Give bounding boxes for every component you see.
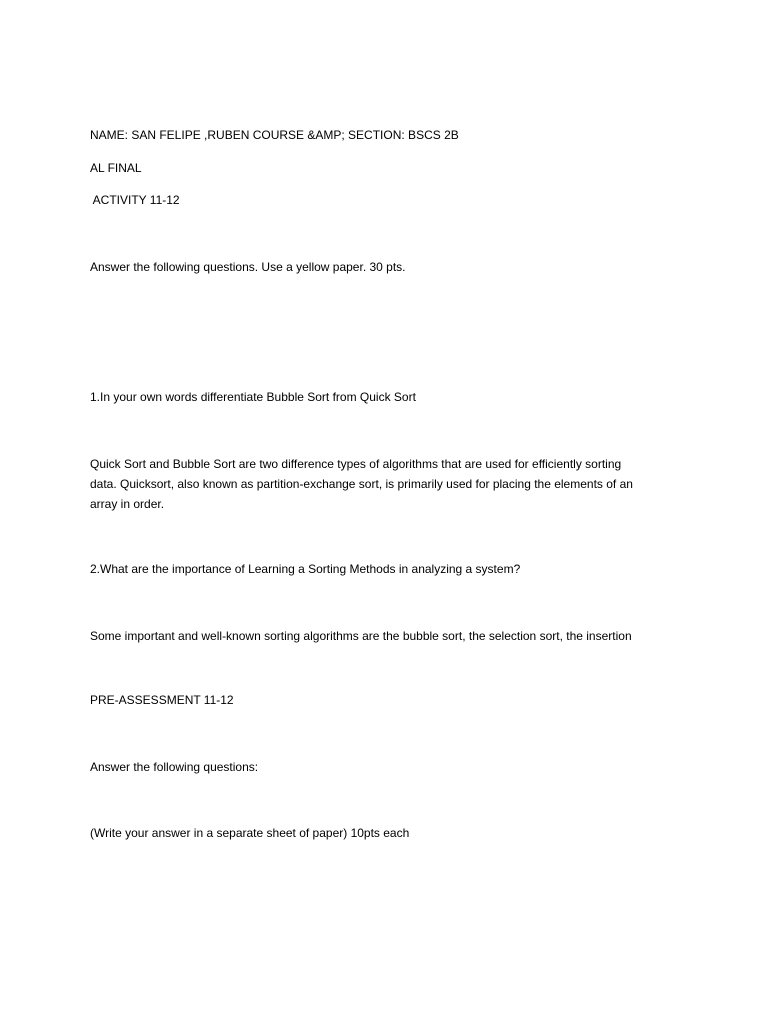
question-2: 2.What are the importance of Learning a Sorting Methods in analyzing a system?	[90, 562, 521, 576]
answer-2-line: Some important and well-known sorting algorithms are the bubble sort, the selection sort, the insertion	[90, 629, 632, 643]
answer-1	[90, 454, 690, 514]
pre-assessment-instruction: Answer the following questions:	[90, 760, 259, 774]
answer-1-line: array in order.	[90, 497, 165, 511]
answer-1-line: Quick Sort and Bubble Sort are two difference types of algorithms that are used for efficiently sorting	[90, 457, 622, 471]
pre-assessment-note: (Write your answer in a separate sheet of paper) 10pts each	[90, 826, 410, 840]
activity-title: ACTIVITY 11-12	[90, 193, 180, 207]
pre-assessment-title: PRE-ASSESSMENT 11-12	[90, 693, 234, 707]
question-1: 1.In your own words differentiate Bubble Sort from Quick Sort	[90, 390, 416, 404]
answer-2	[90, 626, 690, 646]
name-course-line: NAME: SAN FELIPE ,RUBEN COURSE &AMP; SECTION: BSCS 2B	[90, 128, 459, 142]
subject-line: AL FINAL	[90, 161, 142, 175]
instructions-line: Answer the following questions. Use a yellow paper. 30 pts.	[90, 260, 406, 274]
answer-1-line: data. Quicksort, also known as partition-exchange sort, is primarily used for placing the elements of an	[90, 477, 633, 491]
